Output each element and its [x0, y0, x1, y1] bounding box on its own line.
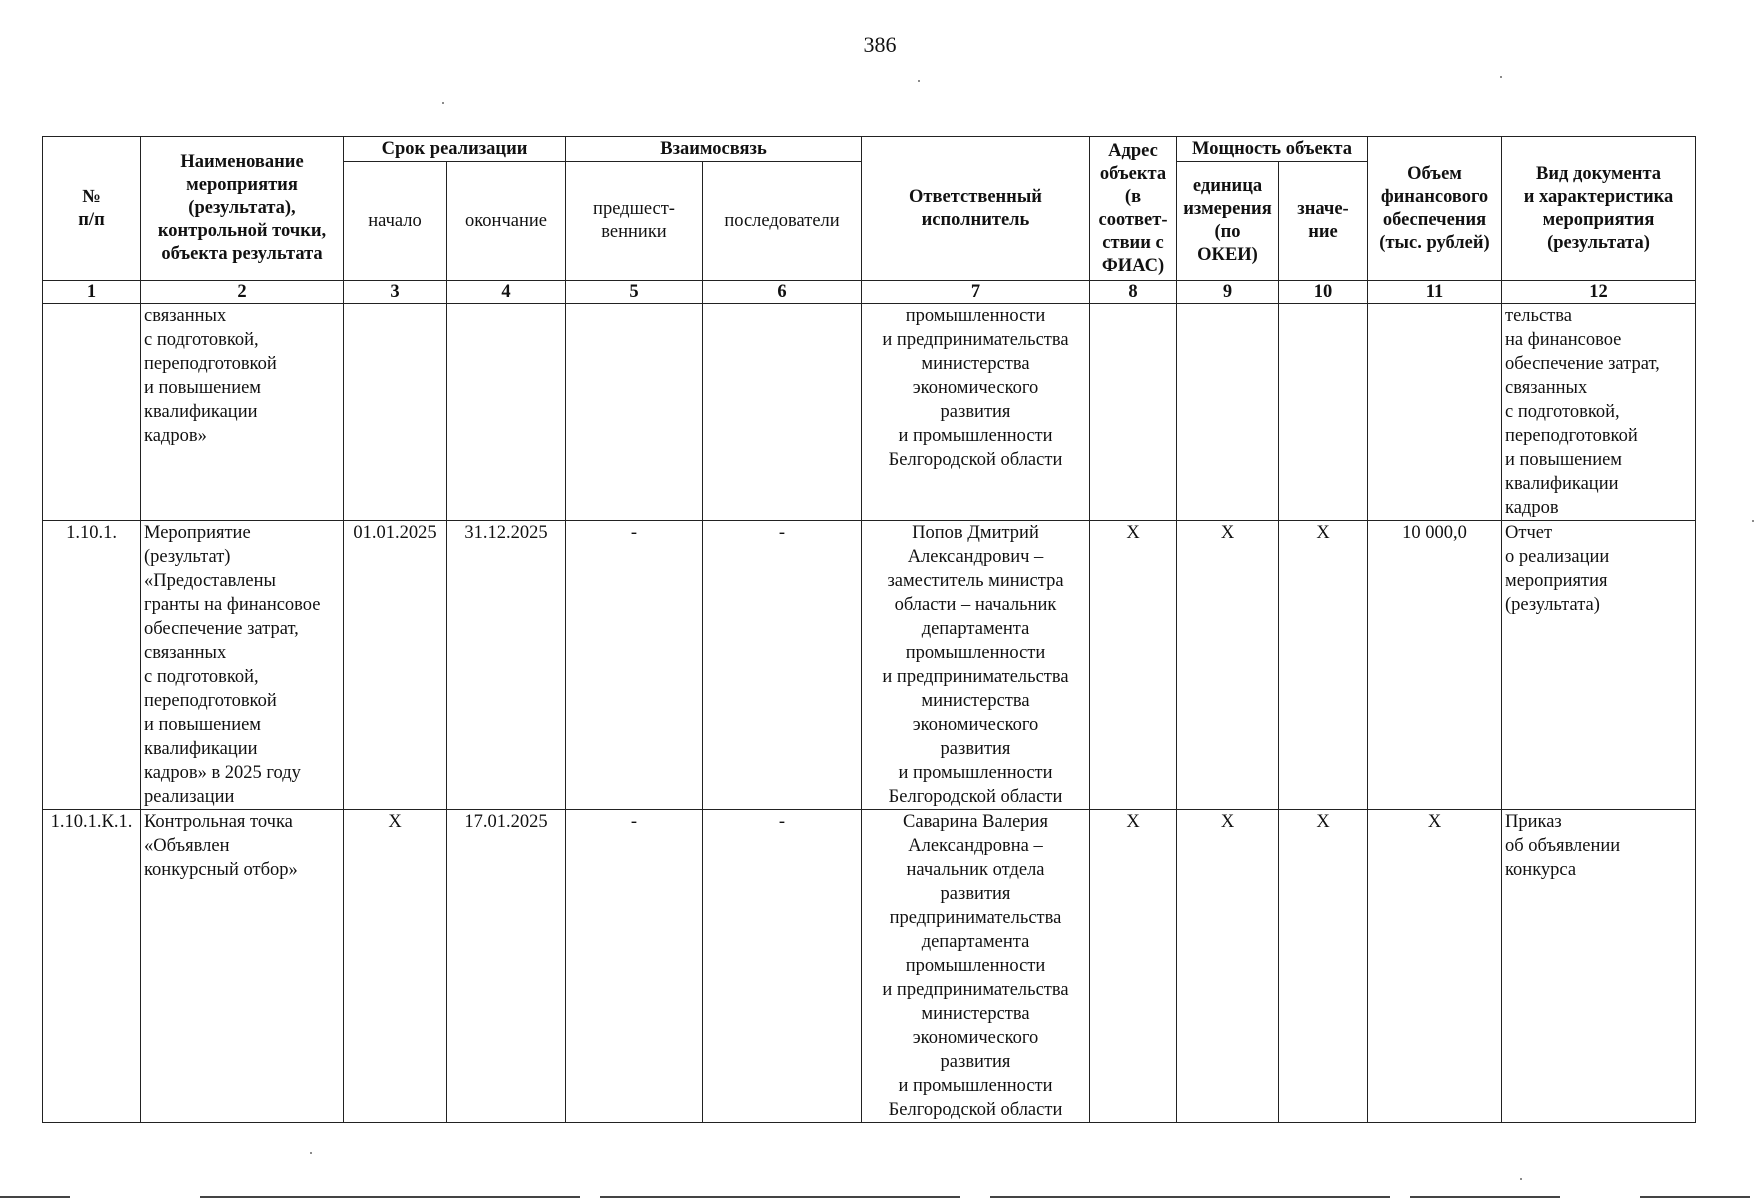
scan-speck [918, 80, 920, 82]
header-document: Вид документа и характеристика мероприятия (результата) [1502, 137, 1696, 281]
header-end: окончание [447, 162, 566, 281]
column-number: 11 [1368, 281, 1502, 304]
header-num: № п/п [43, 137, 141, 281]
header-address: Адрес объекта (в соответ- ствии с ФИАС) [1090, 137, 1177, 281]
cell-predecessors: - [566, 810, 703, 1123]
header-finance: Объем финансового обеспечения (тыс. рублей) [1368, 137, 1502, 281]
cell-successors: - [703, 521, 862, 810]
header-value: значе- ние [1279, 162, 1368, 281]
page-number: 386 [863, 32, 897, 57]
cell-unit: Х [1177, 521, 1279, 810]
cell-value: Х [1279, 810, 1368, 1123]
cell-unit [1177, 304, 1279, 521]
cell-name: Контрольная точка «Объявлен конкурсный отбор» [141, 810, 344, 1123]
cell-name: Мероприятие (результат) «Предоставлены гранты на финансовое обеспечение затрат, связанных с подготовкой, переподготовкой и повышением квалификации кадров» в 2025 году реализации [141, 521, 344, 810]
column-number: 3 [344, 281, 447, 304]
scan-line [200, 1196, 580, 1198]
column-number-row [43, 281, 1696, 304]
header-start: начало [344, 162, 447, 281]
cell-document: тельства на финансовое обеспечение затрат, связанных с подготовкой, переподготовкой и повышением квалификации кадров [1502, 304, 1696, 521]
cell-predecessors [566, 304, 703, 521]
column-number: 4 [447, 281, 566, 304]
header-unit: единица измерения (по ОКЕИ) [1177, 162, 1279, 281]
cell-successors: - [703, 810, 862, 1123]
table-row [43, 810, 1696, 1123]
cell-finance: 10 000,0 [1368, 521, 1502, 810]
scan-speck [310, 1152, 312, 1154]
scan-speck [1520, 1178, 1522, 1180]
cell-predecessors: - [566, 521, 703, 810]
table-row [43, 521, 1696, 810]
cell-finance [1368, 304, 1502, 521]
header-group-term: Срок реализации [344, 137, 566, 162]
cell-start [344, 304, 447, 521]
cell-start: 01.01.2025 [344, 521, 447, 810]
header-predecessors: предшест- венники [566, 162, 703, 281]
header-row-1 [43, 137, 1696, 162]
cell-unit: Х [1177, 810, 1279, 1123]
cell-finance: Х [1368, 810, 1502, 1123]
column-number: 9 [1177, 281, 1279, 304]
table-row [43, 304, 1696, 521]
scan-line [1640, 1196, 1750, 1198]
column-number: 2 [141, 281, 344, 304]
cell-num: 1.10.1.К.1. [43, 810, 141, 1123]
cell-successors [703, 304, 862, 521]
cell-end: 31.12.2025 [447, 521, 566, 810]
cell-address: Х [1090, 810, 1177, 1123]
cell-end [447, 304, 566, 521]
column-number: 10 [1279, 281, 1368, 304]
scan-speck [1500, 76, 1502, 78]
cell-address [1090, 304, 1177, 521]
header-name: Наименование мероприятия (результата), контрольной точки, объекта результата [141, 137, 344, 281]
cell-address: Х [1090, 521, 1177, 810]
header-successors: последователи [703, 162, 862, 281]
cell-responsible: промышленности и предпринимательства министерства экономического развития и промышленности Белгородской области [862, 304, 1090, 521]
column-number: 12 [1502, 281, 1696, 304]
cell-num: 1.10.1. [43, 521, 141, 810]
cell-responsible: Попов Дмитрий Александрович – заместитель министра области – начальник департамента промышленности и предпринимательства министерства экономического развития и промышленности Белгородской области [862, 521, 1090, 810]
cell-num [43, 304, 141, 521]
column-number: 1 [43, 281, 141, 304]
cell-value [1279, 304, 1368, 521]
cell-end: 17.01.2025 [447, 810, 566, 1123]
header-group-link: Взаимосвязь [566, 137, 862, 162]
cell-value: Х [1279, 521, 1368, 810]
scan-line [0, 1196, 70, 1198]
header-group-capacity: Мощность объекта [1177, 137, 1368, 162]
scan-speck [1752, 520, 1754, 522]
scan-line [1410, 1196, 1560, 1198]
cell-document: Приказ об объявлении конкурса [1502, 810, 1696, 1123]
column-number: 8 [1090, 281, 1177, 304]
scan-line [990, 1196, 1390, 1198]
plan-table [42, 136, 1696, 1123]
cell-start: Х [344, 810, 447, 1123]
column-number: 7 [862, 281, 1090, 304]
cell-responsible: Саварина Валерия Александровна – начальник отдела развития предпринимательства департамента промышленности и предпринимательства министерства экономического развития и промышленности Белгородской области [862, 810, 1090, 1123]
header-responsible: Ответственный исполнитель [862, 137, 1090, 281]
cell-document: Отчет о реализации мероприятия (результата) [1502, 521, 1696, 810]
cell-name: связанных с подготовкой, переподготовкой и повышением квалификации кадров» [141, 304, 344, 521]
column-number: 6 [703, 281, 862, 304]
scan-line [600, 1196, 960, 1198]
scan-speck [442, 102, 444, 104]
column-number: 5 [566, 281, 703, 304]
